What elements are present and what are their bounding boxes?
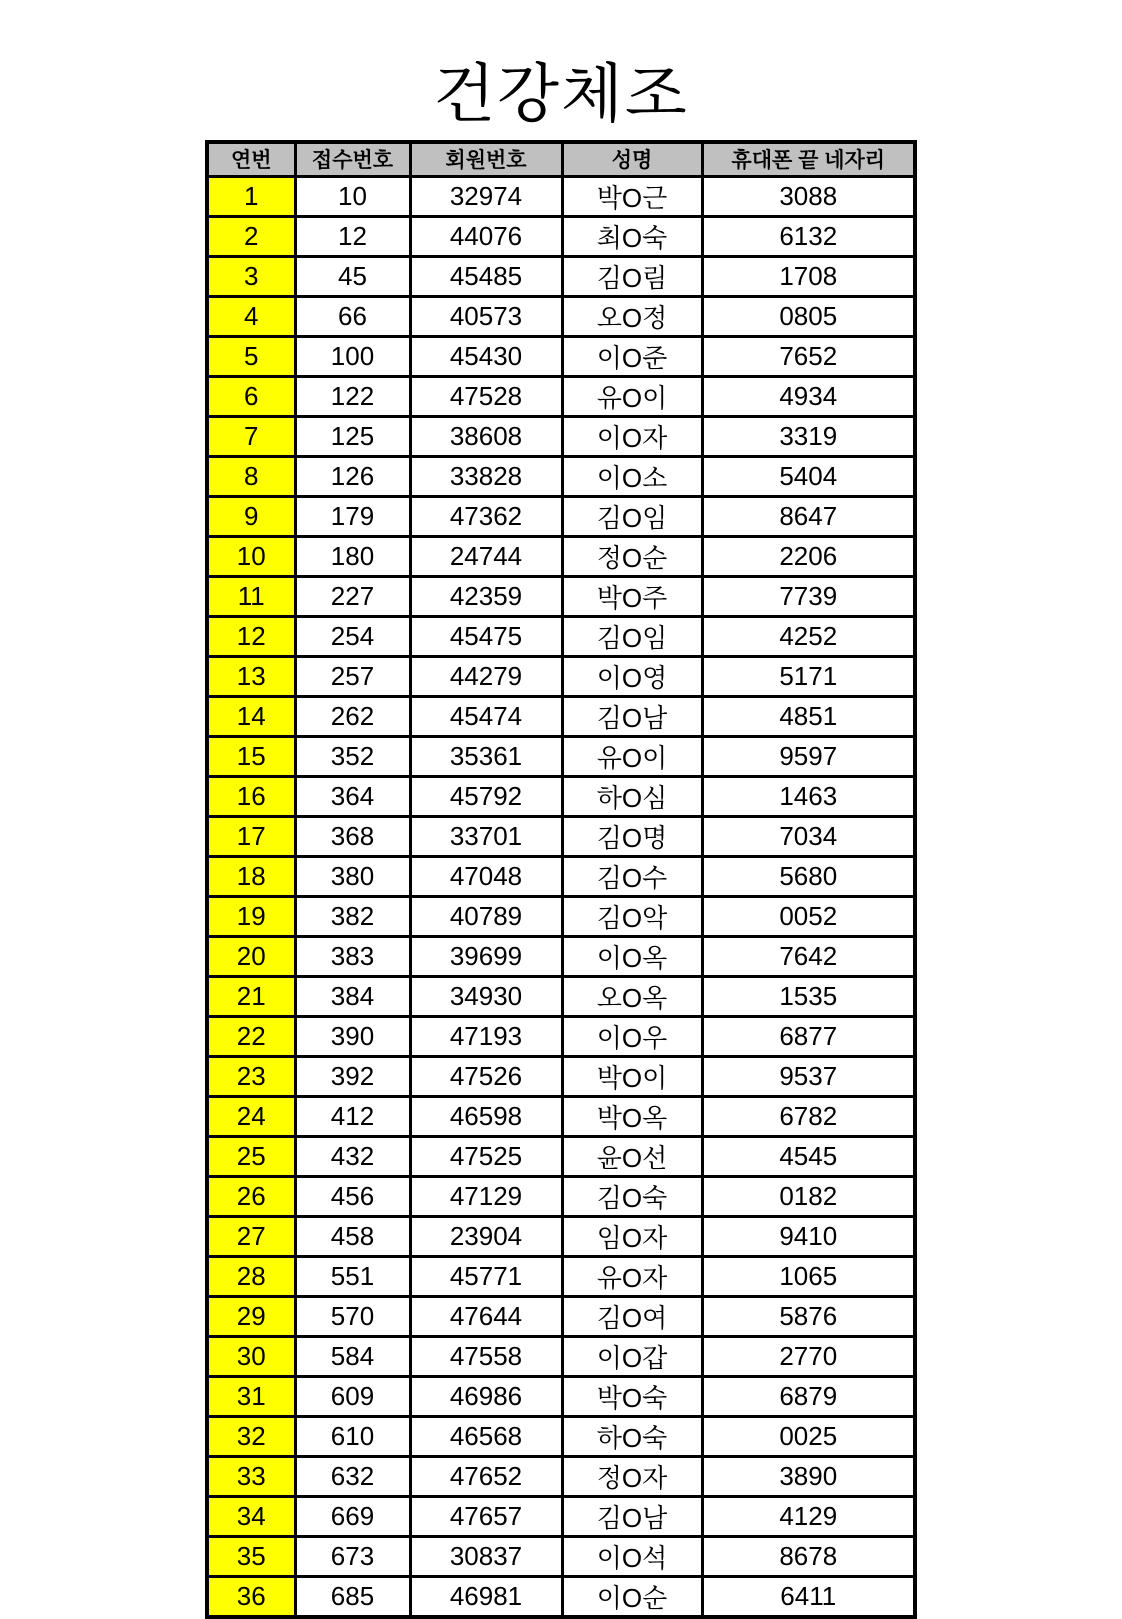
serial-cell: 2 [207,216,295,256]
table-row [207,1096,915,1136]
receipt-number-cell: 669 [295,1496,410,1536]
serial-cell: 9 [207,496,295,536]
member-number-cell: 46986 [410,1376,562,1416]
member-number-cell: 23904 [410,1216,562,1256]
member-number-cell: 45474 [410,696,562,736]
column-header-serial: 연번 [207,142,295,177]
table-row [207,696,915,736]
phone-last4-cell: 9410 [702,1216,915,1256]
serial-cell: 27 [207,1216,295,1256]
member-number-cell: 46568 [410,1416,562,1456]
member-number-cell: 33701 [410,816,562,856]
member-number-cell: 42359 [410,576,562,616]
serial-cell: 32 [207,1416,295,1456]
receipt-number-cell: 390 [295,1016,410,1056]
phone-last4-cell: 9597 [702,736,915,776]
serial-cell: 19 [207,896,295,936]
name-cell: 김O임 [562,496,702,536]
member-number-cell: 34930 [410,976,562,1016]
table-row [207,256,915,296]
member-number-cell: 47129 [410,1176,562,1216]
name-cell: 이O갑 [562,1336,702,1376]
name-cell: 박O숙 [562,1376,702,1416]
receipt-number-cell: 12 [295,216,410,256]
phone-last4-cell: 6782 [702,1096,915,1136]
receipt-number-cell: 180 [295,536,410,576]
table-row [207,1296,915,1336]
name-cell: 하O숙 [562,1416,702,1456]
table-row [207,616,915,656]
table-row [207,456,915,496]
name-cell: 이O자 [562,416,702,456]
phone-last4-cell: 6877 [702,1016,915,1056]
member-number-cell: 45430 [410,336,562,376]
receipt-number-cell: 382 [295,896,410,936]
phone-last4-cell: 5171 [702,656,915,696]
name-cell: 윤O선 [562,1136,702,1176]
phone-last4-cell: 1708 [702,256,915,296]
receipt-number-cell: 458 [295,1216,410,1256]
name-cell: 김O숙 [562,1176,702,1216]
page-title: 건강체조 [433,58,689,130]
name-cell: 이O준 [562,336,702,376]
serial-cell: 12 [207,616,295,656]
serial-cell: 33 [207,1456,295,1496]
member-number-cell: 44076 [410,216,562,256]
receipt-number-cell: 364 [295,776,410,816]
serial-cell: 11 [207,576,295,616]
serial-cell: 35 [207,1536,295,1576]
member-number-cell: 38608 [410,416,562,456]
name-cell: 유O이 [562,376,702,416]
member-number-cell: 45475 [410,616,562,656]
serial-cell: 14 [207,696,295,736]
member-number-cell: 47048 [410,856,562,896]
phone-last4-cell: 2206 [702,536,915,576]
member-number-cell: 44279 [410,656,562,696]
receipt-number-cell: 380 [295,856,410,896]
table-row [207,376,915,416]
table-row [207,736,915,776]
member-number-cell: 24744 [410,536,562,576]
name-cell: 하O심 [562,776,702,816]
table-row [207,816,915,856]
table-row [207,536,915,576]
phone-last4-cell: 5876 [702,1296,915,1336]
phone-last4-cell: 4545 [702,1136,915,1176]
name-cell: 오O정 [562,296,702,336]
table-row [207,1336,915,1376]
serial-cell: 10 [207,536,295,576]
receipt-number-cell: 685 [295,1576,410,1617]
phone-last4-cell: 7739 [702,576,915,616]
serial-cell: 30 [207,1336,295,1376]
name-cell: 이O영 [562,656,702,696]
name-cell: 이O우 [562,1016,702,1056]
member-number-cell: 47193 [410,1016,562,1056]
receipt-number-cell: 100 [295,336,410,376]
phone-last4-cell: 7642 [702,936,915,976]
receipt-number-cell: 227 [295,576,410,616]
serial-cell: 8 [207,456,295,496]
serial-cell: 24 [207,1096,295,1136]
column-header-name: 성명 [562,142,702,177]
name-cell: 이O옥 [562,936,702,976]
name-cell: 박O근 [562,176,702,216]
phone-last4-cell: 5680 [702,856,915,896]
name-cell: 이O순 [562,1576,702,1617]
serial-cell: 26 [207,1176,295,1216]
name-cell: 유O이 [562,736,702,776]
member-number-cell: 45485 [410,256,562,296]
serial-cell: 22 [207,1016,295,1056]
receipt-number-cell: 432 [295,1136,410,1176]
table-row [207,576,915,616]
receipt-number-cell: 673 [295,1536,410,1576]
table-row [207,1376,915,1416]
name-cell: 오O옥 [562,976,702,1016]
phone-last4-cell: 5404 [702,456,915,496]
receipt-number-cell: 179 [295,496,410,536]
table-row [207,1016,915,1056]
table-row [207,176,915,216]
serial-cell: 34 [207,1496,295,1536]
phone-last4-cell: 4851 [702,696,915,736]
phone-last4-cell: 9537 [702,1056,915,1096]
receipt-number-cell: 609 [295,1376,410,1416]
serial-cell: 15 [207,736,295,776]
serial-cell: 17 [207,816,295,856]
member-number-cell: 45792 [410,776,562,816]
phone-last4-cell: 1535 [702,976,915,1016]
table-row [207,216,915,256]
member-number-cell: 45771 [410,1256,562,1296]
phone-last4-cell: 7652 [702,336,915,376]
table-row [207,416,915,456]
member-number-cell: 47657 [410,1496,562,1536]
serial-cell: 36 [207,1576,295,1617]
phone-last4-cell: 2770 [702,1336,915,1376]
name-cell: 박O이 [562,1056,702,1096]
member-number-cell: 46981 [410,1576,562,1617]
phone-last4-cell: 3319 [702,416,915,456]
member-number-cell: 33828 [410,456,562,496]
member-number-cell: 47362 [410,496,562,536]
roster-table [205,140,917,1619]
serial-cell: 25 [207,1136,295,1176]
receipt-number-cell: 456 [295,1176,410,1216]
phone-last4-cell: 3088 [702,176,915,216]
receipt-number-cell: 584 [295,1336,410,1376]
header-row [207,142,915,177]
table-row [207,1176,915,1216]
member-number-cell: 32974 [410,176,562,216]
phone-last4-cell: 1065 [702,1256,915,1296]
member-number-cell: 35361 [410,736,562,776]
receipt-number-cell: 126 [295,456,410,496]
table-row [207,336,915,376]
name-cell: 이O석 [562,1536,702,1576]
receipt-number-cell: 551 [295,1256,410,1296]
receipt-number-cell: 262 [295,696,410,736]
table-row [207,776,915,816]
table-row [207,1056,915,1096]
serial-cell: 20 [207,936,295,976]
member-number-cell: 30837 [410,1536,562,1576]
receipt-number-cell: 570 [295,1296,410,1336]
name-cell: 유O자 [562,1256,702,1296]
table-row [207,1576,915,1617]
phone-last4-cell: 6411 [702,1576,915,1617]
name-cell: 김O여 [562,1296,702,1336]
phone-last4-cell: 0805 [702,296,915,336]
phone-last4-cell: 3890 [702,1456,915,1496]
phone-last4-cell: 0025 [702,1416,915,1456]
serial-cell: 13 [207,656,295,696]
table-row [207,1496,915,1536]
member-number-cell: 46598 [410,1096,562,1136]
serial-cell: 28 [207,1256,295,1296]
serial-cell: 23 [207,1056,295,1096]
name-cell: 최O숙 [562,216,702,256]
member-number-cell: 47526 [410,1056,562,1096]
table-row [207,1536,915,1576]
receipt-number-cell: 383 [295,936,410,976]
receipt-number-cell: 412 [295,1096,410,1136]
name-cell: 김O수 [562,856,702,896]
receipt-number-cell: 45 [295,256,410,296]
phone-last4-cell: 4934 [702,376,915,416]
table-row [207,976,915,1016]
table-row [207,1256,915,1296]
receipt-number-cell: 66 [295,296,410,336]
serial-cell: 21 [207,976,295,1016]
name-cell: 김O남 [562,1496,702,1536]
phone-last4-cell: 6879 [702,1376,915,1416]
phone-last4-cell: 0182 [702,1176,915,1216]
member-number-cell: 40573 [410,296,562,336]
table-row [207,496,915,536]
phone-last4-cell: 4129 [702,1496,915,1536]
receipt-number-cell: 392 [295,1056,410,1096]
name-cell: 임O자 [562,1216,702,1256]
name-cell: 김O남 [562,696,702,736]
table-row [207,1456,915,1496]
receipt-number-cell: 368 [295,816,410,856]
serial-cell: 5 [207,336,295,376]
member-number-cell: 47528 [410,376,562,416]
member-number-cell: 39699 [410,936,562,976]
table-row [207,1216,915,1256]
member-number-cell: 40789 [410,896,562,936]
member-number-cell: 47652 [410,1456,562,1496]
table-row [207,656,915,696]
receipt-number-cell: 125 [295,416,410,456]
phone-last4-cell: 8678 [702,1536,915,1576]
table-row [207,896,915,936]
phone-last4-cell: 6132 [702,216,915,256]
table-row [207,296,915,336]
receipt-number-cell: 254 [295,616,410,656]
serial-cell: 1 [207,176,295,216]
phone-last4-cell: 1463 [702,776,915,816]
table-row [207,936,915,976]
table-row [207,1136,915,1176]
serial-cell: 6 [207,376,295,416]
receipt-number-cell: 122 [295,376,410,416]
column-header-receipt: 접수번호 [295,142,410,177]
name-cell: 김O림 [562,256,702,296]
phone-last4-cell: 0052 [702,896,915,936]
table-row [207,856,915,896]
serial-cell: 7 [207,416,295,456]
column-header-member: 회원번호 [410,142,562,177]
receipt-number-cell: 10 [295,176,410,216]
member-number-cell: 47525 [410,1136,562,1176]
name-cell: 정O자 [562,1456,702,1496]
phone-last4-cell: 4252 [702,616,915,656]
column-header-phone: 휴대폰 끝 네자리 [702,142,915,177]
table-row [207,1416,915,1456]
name-cell: 김O명 [562,816,702,856]
serial-cell: 18 [207,856,295,896]
serial-cell: 29 [207,1296,295,1336]
member-number-cell: 47558 [410,1336,562,1376]
name-cell: 이O소 [562,456,702,496]
member-number-cell: 47644 [410,1296,562,1336]
receipt-number-cell: 352 [295,736,410,776]
name-cell: 박O옥 [562,1096,702,1136]
receipt-number-cell: 632 [295,1456,410,1496]
serial-cell: 16 [207,776,295,816]
phone-last4-cell: 7034 [702,816,915,856]
name-cell: 김O악 [562,896,702,936]
serial-cell: 31 [207,1376,295,1416]
serial-cell: 3 [207,256,295,296]
phone-last4-cell: 8647 [702,496,915,536]
receipt-number-cell: 610 [295,1416,410,1456]
name-cell: 박O주 [562,576,702,616]
name-cell: 정O순 [562,536,702,576]
receipt-number-cell: 384 [295,976,410,1016]
receipt-number-cell: 257 [295,656,410,696]
serial-cell: 4 [207,296,295,336]
name-cell: 김O임 [562,616,702,656]
